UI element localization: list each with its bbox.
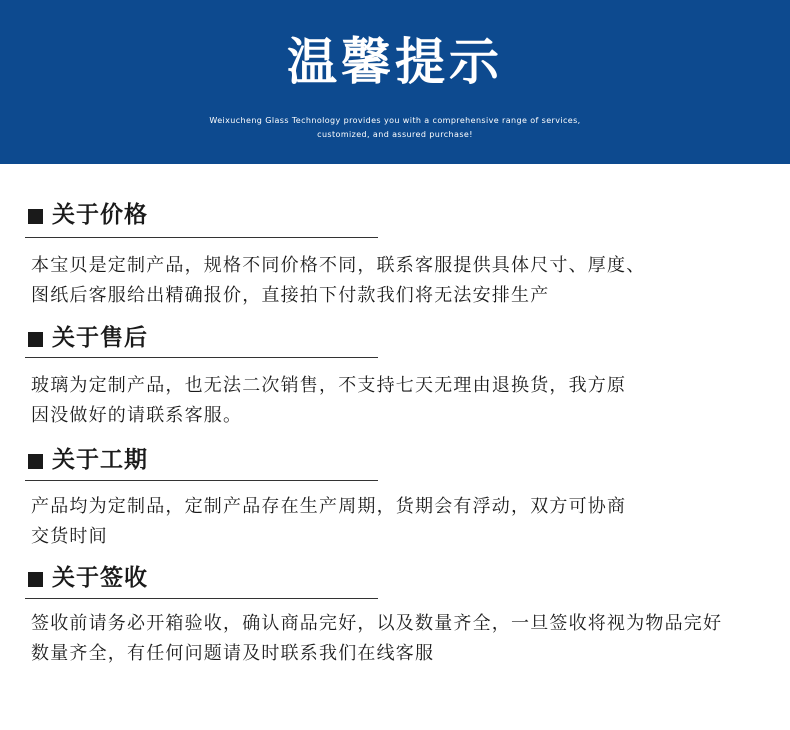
square-bullet-icon bbox=[28, 332, 43, 347]
section-title: 关于工期 bbox=[52, 447, 148, 473]
section-body bbox=[31, 371, 771, 431]
section-divider bbox=[25, 237, 378, 238]
section-body bbox=[31, 492, 771, 552]
section-title: 关于售后 bbox=[52, 325, 148, 351]
section-title: 关于签收 bbox=[52, 565, 148, 591]
header-banner bbox=[0, 0, 790, 164]
square-bullet-icon bbox=[28, 454, 43, 469]
body-line: 图纸后客服给出精确报价，直接拍下付款我们将无法安排生产 bbox=[31, 285, 550, 306]
section-heading bbox=[28, 443, 148, 477]
section-body bbox=[31, 609, 771, 669]
banner-title: 温馨提示 bbox=[287, 33, 503, 91]
body-line: 产品均为定制品，定制产品存在生产周期，货期会有浮动，双方可协商 bbox=[31, 496, 627, 517]
body-line: 玻璃为定制产品，也无法二次销售，不支持七天无理由退换货，我方原 bbox=[31, 375, 627, 396]
banner-subtitle-line-2: customized, and assured purchase! bbox=[317, 130, 473, 139]
section-title: 关于价格 bbox=[52, 202, 148, 228]
body-line: 数量齐全，有任何问题请及时联系我们在线客服 bbox=[31, 643, 435, 664]
section-divider bbox=[25, 598, 378, 599]
square-bullet-icon bbox=[28, 209, 43, 224]
square-bullet-icon bbox=[28, 572, 43, 587]
section-divider bbox=[25, 480, 378, 481]
banner-subtitle bbox=[0, 114, 790, 142]
body-line: 签收前请务必开箱验收，确认商品完好，以及数量齐全，一旦签收将视为物品完好 bbox=[31, 613, 723, 634]
section-heading bbox=[28, 198, 148, 232]
body-line: 因没做好的请联系客服。 bbox=[31, 405, 243, 426]
section-divider bbox=[25, 357, 378, 358]
body-line: 交货时间 bbox=[31, 526, 108, 547]
body-line: 本宝贝是定制产品，规格不同价格不同，联系客服提供具体尺寸、厚度、 bbox=[31, 255, 646, 276]
section-body bbox=[31, 251, 771, 311]
section-heading bbox=[28, 561, 148, 595]
section-heading bbox=[28, 321, 148, 355]
banner-subtitle-line-1: Weixucheng Glass Technology provides you with a comprehensive range of services, bbox=[209, 116, 581, 125]
